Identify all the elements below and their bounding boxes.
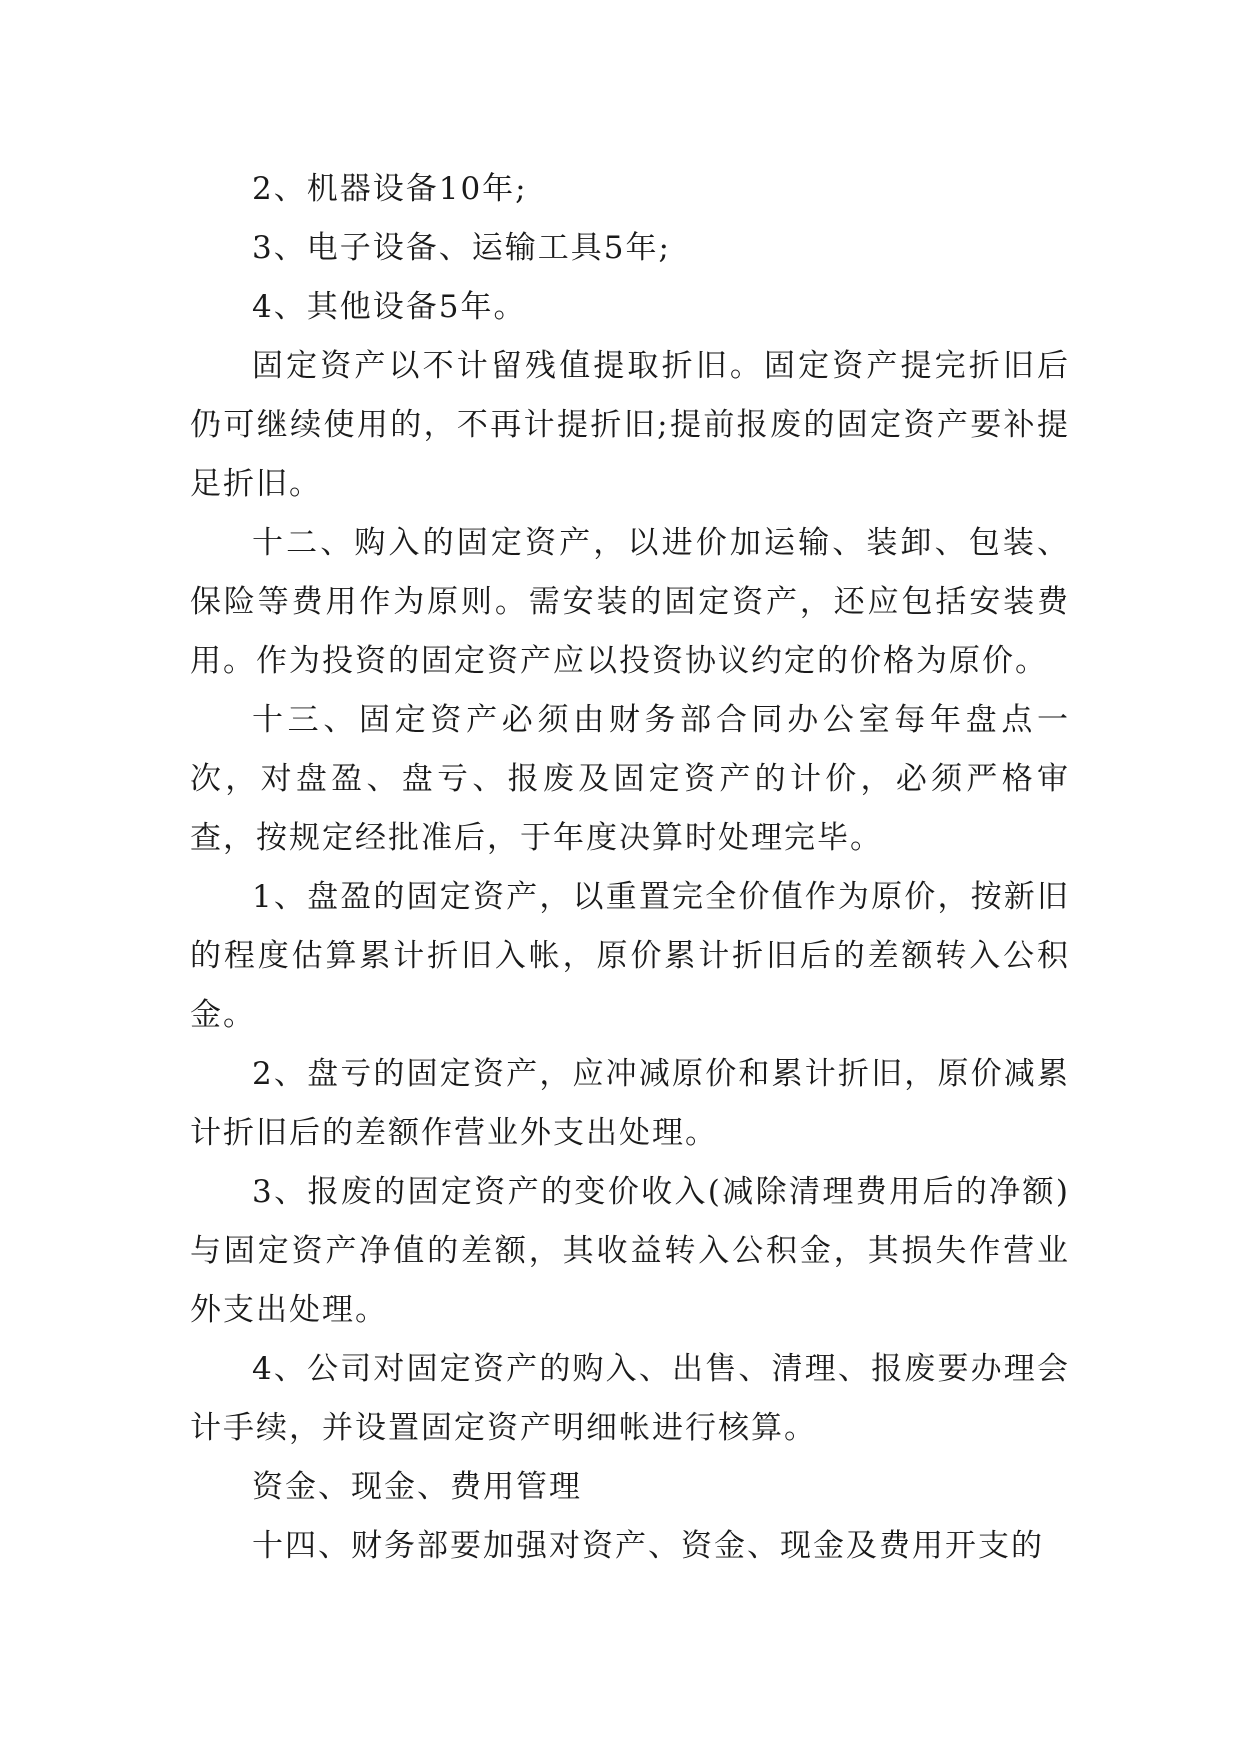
paragraph: 4、其他设备5年。 (252, 289, 527, 325)
paragraph: 2、机器设备10年; (252, 171, 528, 207)
paragraph: 十三、固定资产必须由财务部合同办公室每年盘点一次，对盘盈、盘亏、报废及固定资产的计价，必须严格审查，按规定经批准后，于年度决算时处理完毕。 (190, 702, 1070, 856)
paragraph: 固定资产以不计留残值提取折旧。固定资产提完折旧后仍可继续使用的，不再计提折旧;提前报废的固定资产要补提足折旧。 (190, 348, 1070, 502)
paragraph: 十二、购入的固定资产，以进价加运输、装卸、包装、保险等费用作为原则。需安装的固定资产，还应包括安装费用。作为投资的固定资产应以投资协议约定的价格为原价。 (190, 525, 1070, 679)
section-heading: 资金、现金、费用管理 (252, 1469, 582, 1505)
paragraph: 2、盘亏的固定资产，应冲减原价和累计折旧，原价减累计折旧后的差额作营业外支出处理。 (190, 1056, 1070, 1151)
paragraph: 4、公司对固定资产的购入、出售、清理、报废要办理会计手续，并设置固定资产明细帐进行核算。 (190, 1351, 1070, 1446)
document-page (190, 160, 1070, 1576)
paragraph: 3、报废的固定资产的变价收入(减除清理费用后的净额)与固定资产净值的差额，其收益转入公积金，其损失作营业外支出处理。 (190, 1174, 1070, 1328)
paragraph: 1、盘盈的固定资产，以重置完全价值作为原价，按新旧的程度估算累计折旧入帐，原价累计折旧后的差额转入公积金。 (190, 879, 1070, 1033)
paragraph: 十四、财务部要加强对资产、资金、现金及费用开支的 (252, 1528, 1044, 1564)
paragraph: 3、电子设备、运输工具5年; (252, 230, 671, 266)
